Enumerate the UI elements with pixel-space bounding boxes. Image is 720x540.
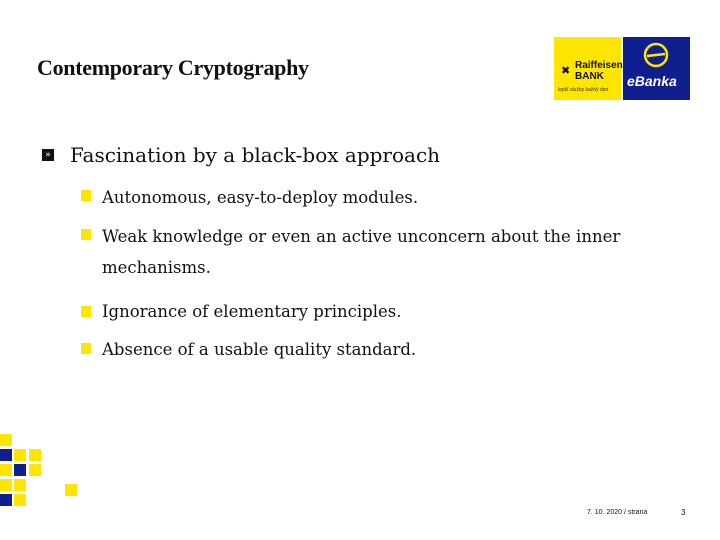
- ebanka-name: eBanka: [627, 73, 677, 89]
- sub-bullet-continuation: mechanisms.: [102, 258, 211, 277]
- main-bullet: Fascination by a black-box approach: [70, 143, 441, 167]
- square-bullet-icon: [81, 306, 91, 317]
- ebanka-emblem-icon: [643, 42, 669, 68]
- page-number: 3: [681, 508, 686, 517]
- square-bullet-icon: [81, 190, 91, 201]
- square-bullet-icon: [81, 343, 91, 354]
- ebanka-logo: [623, 37, 690, 100]
- square-bullet-icon: [81, 229, 91, 240]
- sub-bullet: Absence of a usable quality standard.: [102, 340, 417, 359]
- raiffeisen-name: Raiffeisen: [575, 60, 623, 71]
- chevron-bullet-icon: »: [42, 149, 54, 161]
- raiffeisen-bank-label: BANK: [575, 71, 604, 82]
- raiffeisen-logo: [554, 37, 621, 100]
- footer-date: 7. 10. 2020 / strana: [587, 509, 648, 516]
- sub-bullet: Ignorance of elementary principles.: [102, 302, 402, 321]
- sub-bullet: Autonomous, easy-to-deploy modules.: [102, 188, 419, 207]
- sub-bullet: Weak knowledge or even an active unconcern about the inner: [102, 227, 621, 246]
- slide-title: Contemporary Cryptography: [37, 55, 309, 80]
- raiffeisen-tagline: lepší služby každý den: [558, 87, 609, 93]
- raiffeisen-cross-icon: ✖: [561, 64, 571, 77]
